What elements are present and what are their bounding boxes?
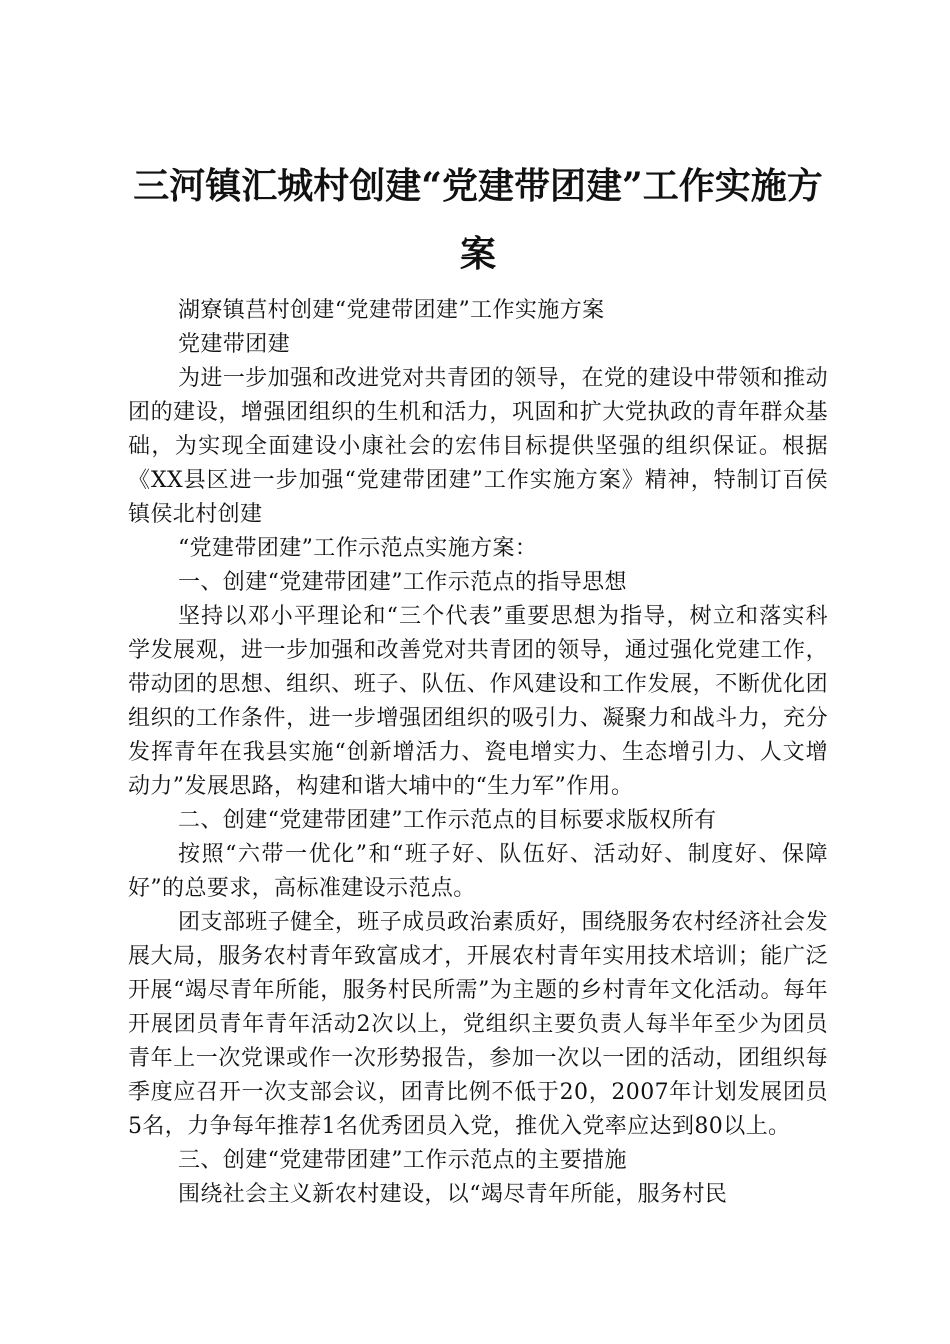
- section-heading: 二、创建“党建带团建”工作示范点的目标要求版权所有: [178, 808, 717, 833]
- paragraph: 团支部班子健全，班子成员政治素质好，围绕服务农村经济社会发展大局，服务农村青年致富成才，开展农村青年实用技术培训；能广泛开展“竭尽青年所能，服务村民所需”为主题的乡村青年文化活动。每年开展团员青年青年活动2次以上，党组织主要负责人每半年至少为团员青年上一次党课或作一次形势报告，参加一次以一团的活动，团组织每季度应召开一次支部会议，团青比例不低于20，2007年计划发展团员5名，力争每年推荐1名优秀团员入党，推优入党率应达到80以上。: [128, 910, 828, 1139]
- section-heading: 一、创建“党建带团建”工作示范点的指导思想: [178, 570, 627, 595]
- paragraph: 湖寮镇莒村创建“党建带团建”工作实施方案: [178, 298, 605, 323]
- section-heading: 三、创建“党建带团建”工作示范点的主要措施: [178, 1148, 627, 1173]
- paragraph: “党建带团建”工作示范点实施方案：: [178, 536, 538, 561]
- paragraph: 为进一步加强和改进党对共青团的领导，在党的建设中带领和推动团的建设，增强团组织的生机和活力，巩固和扩大党执政的青年群众基础，为实现全面建设小康社会的宏伟目标提供坚强的组织保证。根据《XX县区进一步加强“党建带团建”工作实施方案》精神，特制订百侯镇侯北村创建: [128, 366, 828, 527]
- document-body: [128, 294, 828, 1212]
- paragraph: 党建带团建: [178, 332, 291, 357]
- paragraph: 围绕社会主义新农村建设，以“竭尽青年所能，服务村民: [178, 1182, 728, 1207]
- document-title: 三河镇汇城村创建“党建带团建”工作实施方案: [133, 165, 823, 275]
- document-page: [128, 152, 828, 1212]
- paragraph: 坚持以邓小平理论和“三个代表”重要思想为指导，树立和落实科学发展观，进一步加强和改善党对共青团的领导，通过强化党建工作，带动团的思想、组织、班子、队伍、作风建设和工作发展，不断优化团组织的工作条件，进一步增强团组织的吸引力、凝聚力和战斗力，充分发挥青年在我县实施“创新增活力、瓷电增实力、生态增引力、人文增动力”发展思路，构建和谐大埔中的“生力军”作用。: [128, 604, 828, 799]
- paragraph: 按照“六带一优化”和“班子好、队伍好、活动好、制度好、保障好”的总要求，高标准建设示范点。: [128, 842, 828, 901]
